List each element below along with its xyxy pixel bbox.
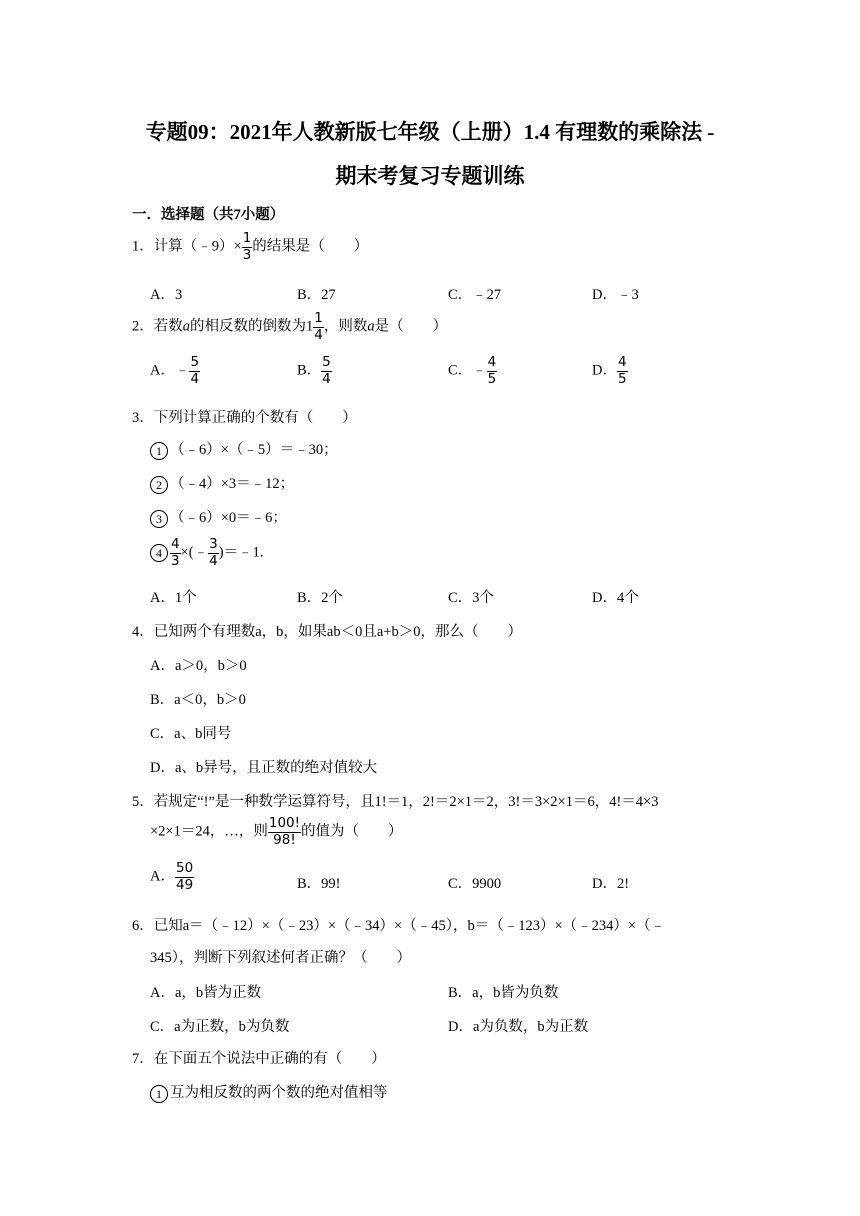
q2-fraction: $\frac{1}{4}$	[314, 310, 323, 343]
q6-option-c: C．a为正数，b为负数	[150, 1019, 290, 1035]
q6-option-d: D．a为负数，b为正数	[448, 1019, 589, 1035]
q3-option-b: B．2个	[297, 590, 343, 606]
circled-number-icon: 4	[150, 544, 168, 562]
question-7-stem: 7．在下面五个说法中正确的有（ ）	[132, 1051, 386, 1067]
circled-number-icon: 1	[150, 442, 168, 460]
question-1-stem	[132, 232, 368, 262]
q3-item-3: 3 （﹣6）×0＝﹣6；	[150, 506, 287, 528]
q3-item-2: 2 （﹣4）×3＝﹣12；	[150, 472, 294, 494]
q3-option-a: A．1个	[150, 590, 197, 606]
q2-text-post2: 是（ ）	[374, 318, 448, 335]
q4-option-d: D．a、b异号，且正数的绝对值较大	[150, 760, 378, 776]
q2-variable: a	[367, 318, 375, 335]
circled-number-icon: 1	[150, 1085, 168, 1103]
q6-option-b: B．a，b皆为负数	[448, 985, 559, 1001]
q5-fraction: $\frac{100!}{98!}$	[268, 815, 301, 848]
question-2-stem	[132, 312, 447, 342]
q2-text-post1: ，则数	[323, 318, 368, 335]
q2-variable: a	[182, 318, 190, 335]
q7-item-1: 1 互为相反数的两个数的绝对值相等	[150, 1081, 388, 1103]
question-4-stem: 4．已知两个有理数a，b，如果ab＜0且a+b＞0，那么（ ）	[132, 624, 522, 640]
q1-text-pre: 1．计算（﹣9）×	[132, 238, 242, 255]
page-title-line-2: 期末考复习专题训练	[335, 164, 525, 188]
page-title-line-1: 专题09：2021年人教新版七年级（上册）1.4 有理数的乘除法 -	[145, 120, 715, 144]
q1-fraction: $\frac{1}{3}$	[242, 230, 252, 263]
q2-option-d: D． $\frac{4}{5}$	[592, 354, 627, 387]
section-heading: 一．选择题（共7小题）	[132, 207, 285, 223]
question-6-stem-line-1: 6．已知a＝（﹣12）×（﹣23）×（﹣34）×（﹣45），b＝（﹣123）×（﹣234）×（﹣	[132, 918, 666, 934]
q4-option-b: B．a＜0，b＞0	[150, 692, 246, 708]
q5-option-a: A． $\frac{50}{49}$	[150, 860, 194, 893]
circled-number-icon: 3	[150, 510, 168, 528]
circled-number-icon: 2	[150, 476, 168, 494]
q5-option-b: B．99!	[297, 876, 341, 892]
q1-option-c: C．﹣27	[448, 287, 502, 303]
q5-option-c: C．9900	[448, 876, 502, 892]
q4-option-c: C．a、b同号	[150, 726, 232, 742]
question-5-stem-line-1: 5．若规定“!”是一种数学运算符号，且1!＝1，2!＝2×1＝2，3!＝3×2×1＝6，4!＝4×3	[132, 794, 659, 810]
q2-text-pre: 2．若数	[132, 318, 183, 335]
q3-option-c: C．3个	[448, 590, 494, 606]
question-3-stem: 3．下列计算正确的个数有（ ）	[132, 410, 357, 426]
q6-option-a: A．a，b皆为正数	[150, 985, 262, 1001]
q1-option-b: B．27	[297, 287, 336, 303]
q3-item-1: 1 （﹣6）×（﹣5）＝﹣30；	[150, 438, 338, 460]
q3-item-4: 4 $\frac{4}{3}$ ×(﹣ $\frac{3}{4}$ )＝﹣1.	[150, 538, 263, 568]
q1-text-post: 的结果是（ ）	[252, 238, 369, 255]
q5-option-d: D．2!	[592, 876, 630, 892]
q2-option-c: C．﹣ $\frac{4}{5}$	[448, 354, 497, 387]
q1-option-a: A．3	[150, 287, 183, 303]
question-5-stem-line-2: ×2×1＝24，…，则 $\frac{100!}{98!}$ 的值为（ ）	[150, 815, 403, 848]
q2-option-b: B． $\frac{5}{4}$	[297, 354, 331, 387]
q2-text-mid: 的相反数的倒数为1	[190, 318, 314, 335]
q2-option-a: A．﹣ $\frac{5}{4}$	[150, 354, 200, 387]
q4-option-a: A．a＞0，b＞0	[150, 658, 247, 674]
question-6-stem-line-2: 345），判断下列叙述何者正确？（ ）	[150, 950, 411, 966]
q1-option-d: D．﹣3	[592, 287, 639, 303]
q3-option-d: D．4个	[592, 590, 639, 606]
